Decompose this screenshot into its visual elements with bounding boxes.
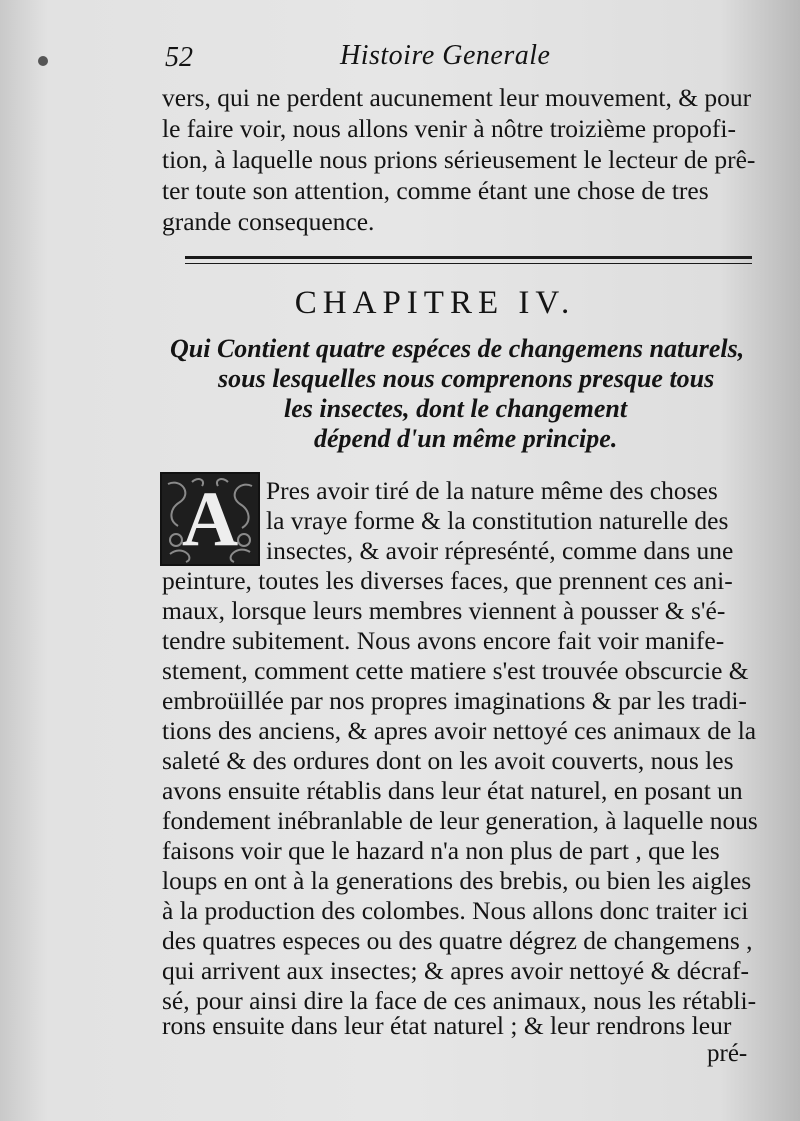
decorated-initial bbox=[160, 472, 260, 566]
text-line: fondement inébranlable de leur generation, à laquelle nous bbox=[162, 806, 758, 835]
text-line: grande consequence. bbox=[162, 207, 375, 236]
chapter-heading: CHAPITRE IV. bbox=[294, 285, 576, 321]
page-number: 52 bbox=[165, 42, 193, 73]
summary-line: Qui Contient quatre espéces de changemens naturels, bbox=[170, 334, 745, 363]
summary-line: dépend d'un même principe. bbox=[314, 424, 618, 453]
text-line: avons ensuite rétablis dans leur état naturel, en posant un bbox=[162, 776, 743, 805]
text-line: sé, pour ainsi dire la face de ces animaux, nous les rétabli- bbox=[162, 986, 757, 1015]
text-line: tion, à laquelle nous prions sérieusement le lecteur de prê- bbox=[162, 145, 756, 174]
text-line: saleté & des ordures dont on les avoit couverts, nous les bbox=[162, 746, 734, 775]
text-line: peinture, toutes les diverses faces, que prennent ces ani- bbox=[162, 566, 733, 595]
catchword: pré- bbox=[707, 1040, 748, 1067]
text-line: Pres avoir tiré de la nature même des choses bbox=[266, 476, 718, 505]
text-line: vers, qui ne perdent aucunement leur mouvement, & pour bbox=[162, 83, 752, 112]
text-line: insectes, & avoir répresénté, comme dans une bbox=[266, 536, 734, 565]
text-line: embroüillée par nos propres imaginations & par les tradi- bbox=[162, 686, 747, 715]
text-line: la vraye forme & la constitution naturelle des bbox=[266, 506, 729, 535]
page-header bbox=[0, 40, 800, 76]
text-line: qui arrivent aux insectes; & apres avoir nettoyé & décraf- bbox=[162, 956, 749, 985]
text-line: loups en ont à la generations des brebis, ou bien les aigles bbox=[162, 866, 752, 895]
text-line: à la production des colombes. Nous allons donc traiter ici bbox=[162, 896, 749, 925]
text-line: tendre subitement. Nous avons encore fait voir manife- bbox=[162, 626, 725, 655]
text-line: tions des anciens, & apres avoir nettoyé ces animaux de la bbox=[162, 716, 757, 745]
text-line: maux, lorsque leurs membres viennent à pousser & s'é- bbox=[162, 596, 726, 625]
text-line: stement, comment cette matiere s'est trouvée obscurcie & bbox=[162, 656, 749, 685]
drop-cap-letter: A bbox=[181, 475, 239, 562]
summary-line: sous lesquelles nous comprenons presque tous bbox=[218, 364, 715, 393]
summary-line: les insectes, dont le changement bbox=[284, 394, 628, 423]
text-line: ter toute son attention, comme étant une chose de tres bbox=[162, 176, 709, 205]
text-line: des quatres especes ou des quatre dégrez de changemens , bbox=[162, 926, 753, 955]
text-line: faisons voir que le hazard n'a non plus de part , que les bbox=[162, 836, 720, 865]
running-title: Histoire Generale bbox=[340, 40, 551, 71]
text-line: le faire voir, nous allons venir à nôtre troizième propofi- bbox=[162, 114, 736, 143]
section-rule bbox=[185, 256, 752, 264]
text-line: rons ensuite dans leur état naturel ; & leur rendrons leur bbox=[162, 1011, 732, 1040]
